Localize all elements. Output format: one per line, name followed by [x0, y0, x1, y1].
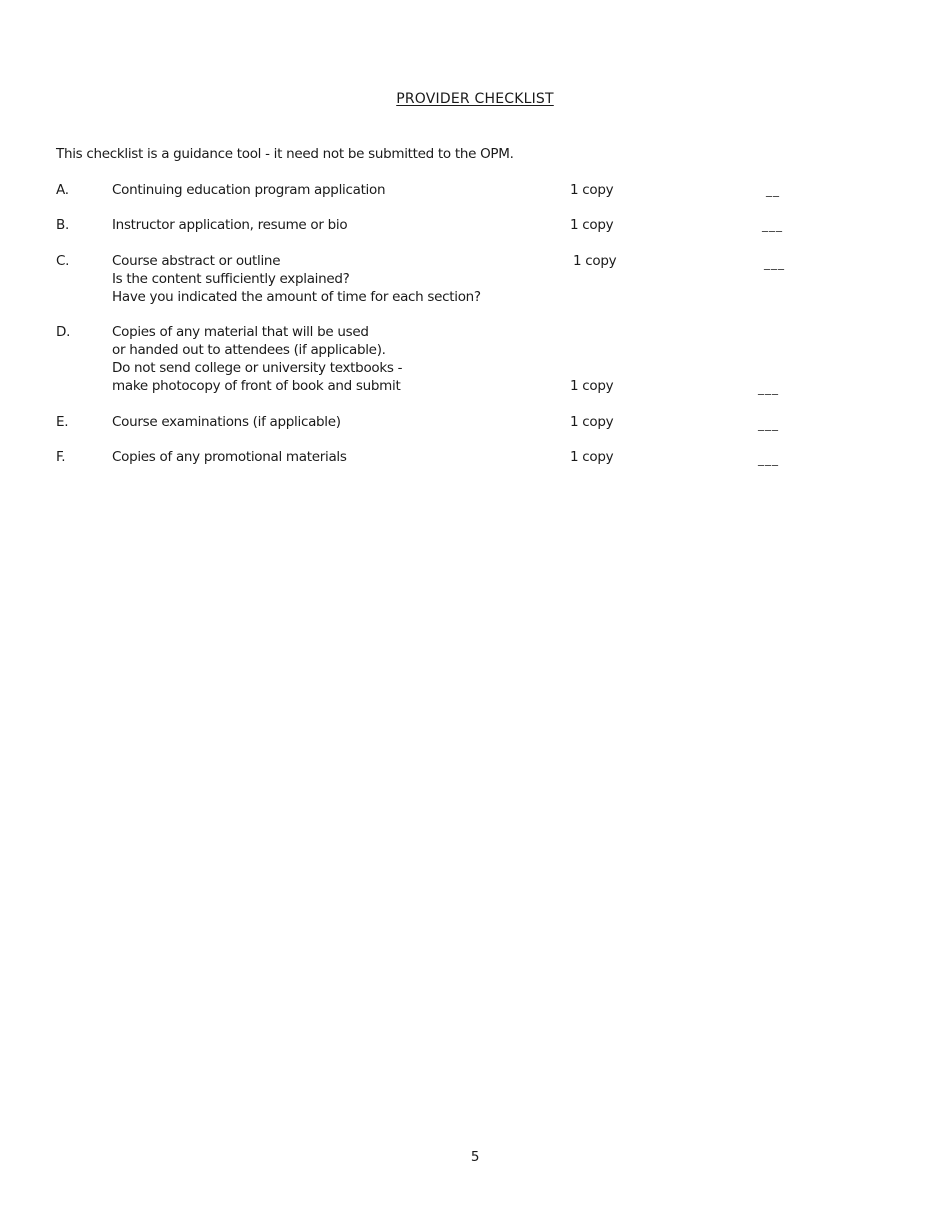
item-description-line: or handed out to attendees (if applicable).	[112, 342, 386, 358]
item-description-line: Copies of any promotional materials	[112, 449, 347, 465]
item-description-line: Copies of any material that will be used	[112, 324, 369, 340]
item-copies: 1 copy	[570, 378, 614, 394]
item-check-blank[interactable]: ___	[758, 452, 779, 466]
item-description	[112, 216, 347, 234]
page-title: PROVIDER CHECKLIST	[396, 91, 554, 107]
item-description	[112, 413, 341, 431]
item-check-blank[interactable]: ___	[762, 218, 783, 232]
item-description-line: Do not send college or university textbooks -	[112, 360, 403, 376]
item-check-blank[interactable]: ___	[758, 381, 779, 395]
item-description-line: Have you indicated the amount of time for each section?	[112, 289, 481, 305]
item-check-blank[interactable]: __	[766, 183, 780, 197]
item-letter: E.	[56, 414, 69, 430]
item-description-line: Course examinations (if applicable)	[112, 414, 341, 430]
item-description	[112, 181, 385, 199]
item-check-blank[interactable]: ___	[764, 256, 785, 270]
item-letter: A.	[56, 182, 69, 198]
page-number: 5	[470, 1149, 480, 1165]
item-description-line: Continuing education program application	[112, 182, 386, 198]
item-letter: D.	[56, 324, 71, 340]
item-copies: 1 copy	[570, 217, 614, 233]
item-description-line: Is the content sufficiently explained?	[112, 271, 350, 287]
item-description	[112, 323, 402, 395]
item-letter: F.	[56, 449, 66, 465]
intro-text: This checklist is a guidance tool - it need not be submitted to the OPM.	[56, 146, 514, 162]
item-copies: 1 copy	[570, 414, 614, 430]
item-description	[112, 252, 481, 306]
item-letter: C.	[56, 253, 70, 269]
item-copies: 1 copy	[573, 253, 617, 269]
item-letter: B.	[56, 217, 69, 233]
item-description-line: Instructor application, resume or bio	[112, 217, 348, 233]
item-copies: 1 copy	[570, 182, 614, 198]
item-description	[112, 448, 347, 466]
item-description-line: Course abstract or outline	[112, 253, 281, 269]
item-description-line: make photocopy of front of book and submit	[112, 378, 401, 394]
item-check-blank[interactable]: ___	[758, 417, 779, 431]
item-copies: 1 copy	[570, 449, 614, 465]
